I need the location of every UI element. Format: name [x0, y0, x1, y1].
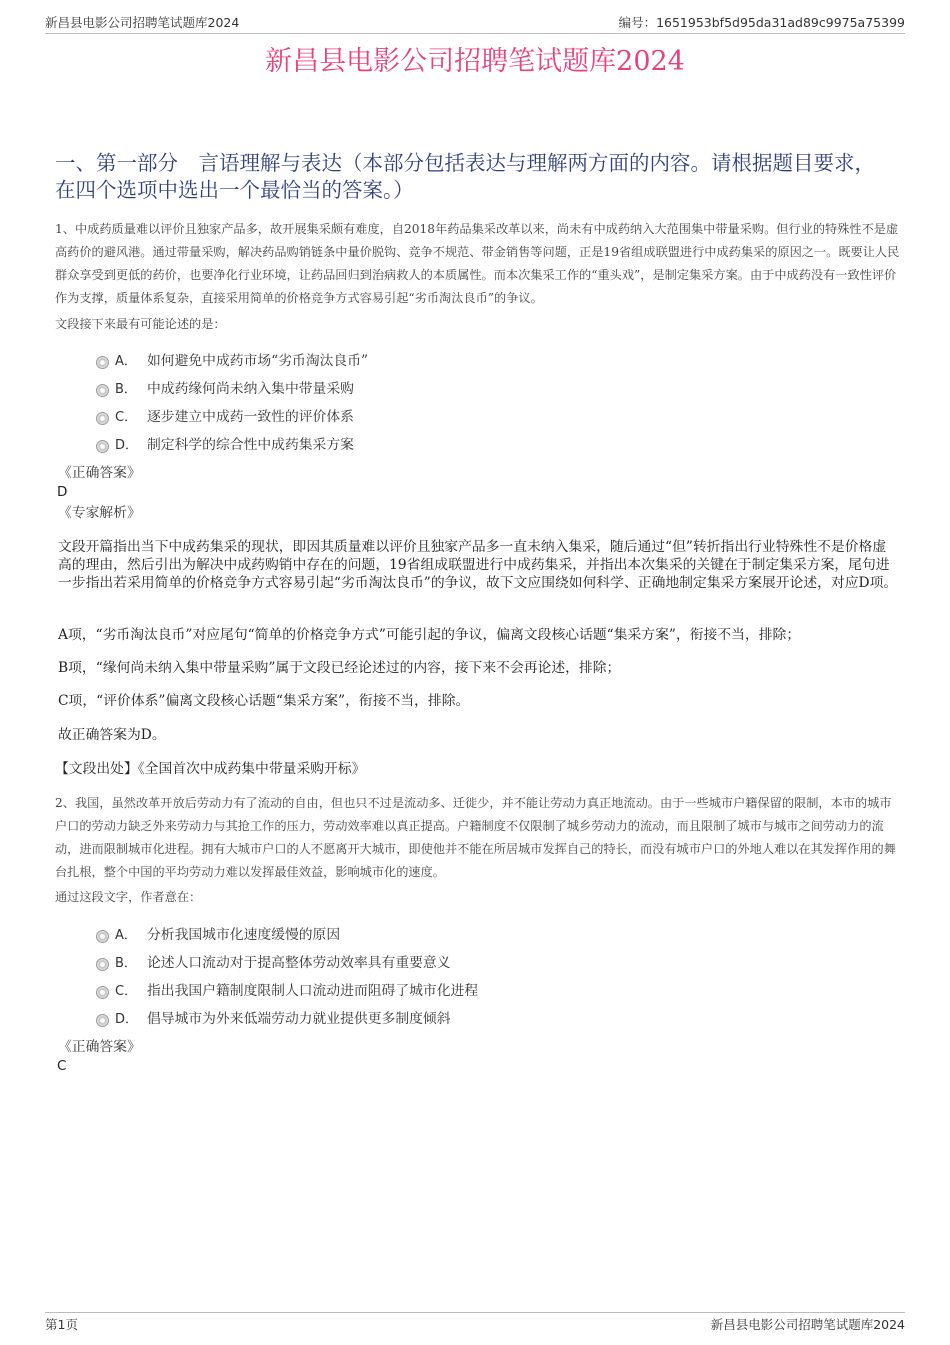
question-2-text: 2、我国，虽然改革开放后劳动力有了流动的自由，但也只不过是流动多、迁徙少，并不能让劳动力真正地流动。由于一些城市户籍保留的限制，本市的城市户口的劳动力缺乏外来劳动力与其抢工作的压力，劳动效率难以真正提高。户籍制度不仅限制了城乡劳动力的流动，而且限制了城市与城市之间劳动力的流动，进而限制城市化进程。拥有大城市户口的人不愿离开大城市，即使他并不能在所居城市发挥自己的特长，而没有城市户口的外地人难以在其发挥作用的舞台扎根，整个中国的平均劳动力难以发挥最佳效益，影响城市化的速度。 — [55, 796, 896, 879]
option-letter: C． — [115, 409, 138, 425]
radio-icon[interactable] — [96, 440, 109, 453]
radio-icon[interactable] — [96, 384, 109, 397]
page-footer — [45, 1312, 905, 1334]
radio-icon[interactable] — [96, 958, 109, 971]
section-title: 一、第一部分 言语理解与表达（本部分包括表达与理解两方面的内容。请根据题目要求，在四个选项中选出一个最恰当的答案。） — [55, 151, 875, 202]
option-text: 论述人口流动对于提高整体劳动效率具有重要意义 — [147, 955, 451, 971]
footer-page-number: 第1页 — [45, 1317, 78, 1332]
option-text: 分析我国城市化速度缓慢的原因 — [147, 927, 341, 943]
option-letter: D． — [115, 1011, 139, 1027]
question-1-answer: D — [57, 484, 68, 500]
question-1-source: 【文段出处】《全国首次中成药集中带量采购开标》 — [55, 761, 366, 777]
header-doc-number: 编号：1651953bf5d95da31ad89c9975a75399 — [618, 15, 905, 30]
question-1-analysis-option-c: C项，“评价体系”偏离文段核心话题“集采方案”，衔接不当，排除。 — [58, 693, 470, 709]
question-1-options — [96, 345, 796, 457]
question-1-analysis-label: 《专家解析》 — [58, 505, 141, 521]
question-1-prompt: 文段接下来最有可能论述的是： — [55, 317, 226, 331]
option-text: 逐步建立中成药一致性的评价体系 — [147, 409, 354, 425]
radio-icon[interactable] — [96, 986, 109, 999]
question-1-option-c[interactable] — [96, 401, 796, 429]
question-2-option-c[interactable] — [96, 975, 796, 1003]
option-letter: A． — [115, 927, 137, 943]
option-letter: B． — [115, 381, 137, 397]
option-text: 指出我国户籍制度限制人口流动进而阻碍了城市化进程 — [147, 983, 479, 999]
option-letter: C． — [115, 983, 138, 999]
question-2-answer: C — [57, 1058, 67, 1074]
question-2-option-b[interactable] — [96, 947, 796, 975]
page-header — [45, 14, 905, 34]
header-doc-name: 新昌县电影公司招聘笔试题库2024 — [45, 15, 240, 30]
option-letter: A． — [115, 353, 137, 369]
question-2-options — [96, 919, 796, 1031]
question-1-text: 1、中成药质量难以评价且独家产品多，故开展集采颇有难度，自2018年药品集采改革以来，尚未有中成药纳入大范围集中带量采购。但行业的特殊性不是虚高药价的避风港。通过带量采购，解决药品购销链条中量价脱钩、竞争不规范、带金销售等问题，正是19省组成联盟进行中成药集采的原因之一。既要让人民群众享受到更低的药价，也要净化行业环境，让药品回归到治病救人的本质属性。而本次集采工作的“重头戏”，是制定集采方案。由于中成药没有一致性评价作为支撑，质量体系复杂，直接采用简单的价格竞争方式容易引起“劣币淘汰良币”的争议。 — [55, 222, 900, 305]
radio-icon[interactable] — [96, 930, 109, 943]
question-1-option-b[interactable] — [96, 373, 796, 401]
question-2-prompt: 通过这段文字，作者意在： — [55, 890, 202, 904]
radio-icon[interactable] — [96, 356, 109, 369]
question-2-option-a[interactable] — [96, 919, 796, 947]
option-letter: B． — [115, 955, 137, 971]
question-1-option-d[interactable] — [96, 429, 796, 457]
option-text: 倡导城市为外来低端劳动力就业提供更多制度倾斜 — [147, 1011, 451, 1027]
option-text: 制定科学的综合性中成药集采方案 — [147, 437, 354, 453]
option-letter: D． — [115, 437, 139, 453]
option-text: 中成药缘何尚未纳入集中带量采购 — [147, 381, 354, 397]
question-1-analysis-option-b: B项，“缘何尚未纳入集中带量采购”属于文段已经论述过的内容，接下来不会再论述，排除； — [58, 660, 621, 676]
question-1-option-a[interactable] — [96, 345, 796, 373]
question-1-answer-label: 《正确答案》 — [58, 465, 141, 481]
question-2-option-d[interactable] — [96, 1003, 796, 1031]
radio-icon[interactable] — [96, 1014, 109, 1027]
question-2-answer-label: 《正确答案》 — [58, 1039, 141, 1055]
radio-icon[interactable] — [96, 412, 109, 425]
question-1-analysis-paragraph: 文段开篇指出当下中成药集采的现状，即因其质量难以评价且独家产品多一直未纳入集采，随后通过“但”转折指出行业特殊性不是价格虚高的理由，然后引出为解决中成药购销中存在的问题，19省组成联盟进行中成药集采，并指出本次集采的关键在于制定集采方案，尾句进一步指出若采用简单的价格竞争方式容易引起“劣币淘汰良币”的争议，故下文应围绕如何科学、正确地制定集采方案展开论述，对应D项。 — [58, 539, 898, 591]
footer-doc-name: 新昌县电影公司招聘笔试题库2024 — [710, 1317, 905, 1332]
document-title: 新昌县电影公司招聘笔试题库2024 — [265, 46, 685, 77]
question-1-conclusion: 故正确答案为D。 — [58, 727, 166, 743]
question-1-analysis-option-a: A项，“劣币淘汰良币”对应尾句“简单的价格竞争方式”可能引起的争议，偏离文段核心话题“集采方案”，衔接不当，排除； — [58, 627, 801, 643]
option-text: 如何避免中成药市场“劣币淘汰良币” — [147, 353, 369, 369]
